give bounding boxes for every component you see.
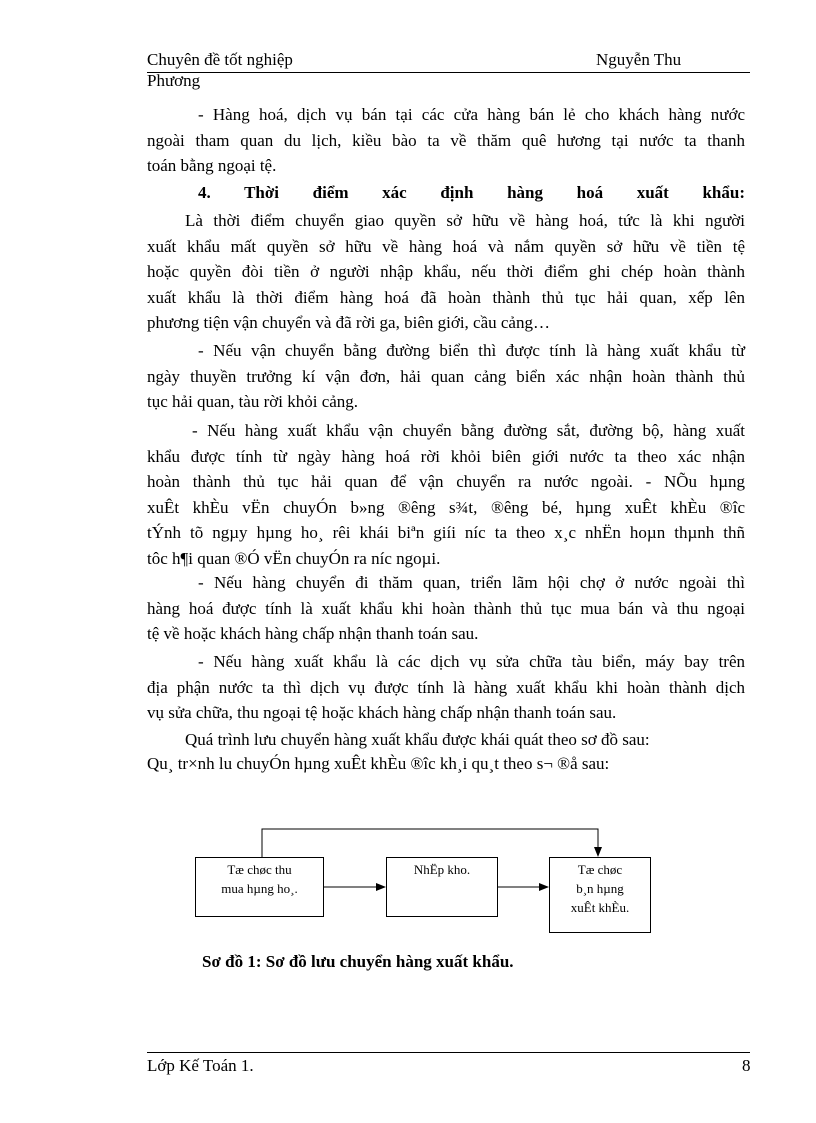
diagram-box-purchasing bbox=[195, 857, 324, 917]
header-title: Chuyên đề tốt nghiệp bbox=[147, 50, 293, 69]
diagram-box-warehouse bbox=[386, 857, 498, 917]
footer-divider bbox=[147, 1052, 750, 1053]
text-line: - Nếu hàng xuất khẩu là các dịch vụ sửa chữa tàu biển, máy bay trên bbox=[198, 652, 745, 671]
text-line: Quá trình lưu chuyển hàng xuất khẩu được khái quát theo sơ đồ sau: bbox=[185, 730, 650, 749]
header-author: Nguyễn Thu bbox=[596, 50, 682, 69]
section-heading: 4. Thời điểm xác định hàng hoá xuất khẩu: bbox=[198, 183, 745, 202]
text-line: - Nếu hàng chuyển đi thăm quan, triển lãm hội chợ ở nước ngoài thì bbox=[198, 573, 745, 592]
text-line: tôc h¶i quan ®Ó vËn chuyÓn ra níc ngoµi. bbox=[147, 548, 441, 568]
text-line: ngày thuyền trưởng kí vận đơn, hải quan cảng biển xác nhận hoàn thành thủ bbox=[147, 366, 745, 386]
box-line: Tæ chøc thu bbox=[227, 862, 292, 877]
text-line: - Nếu hàng xuất khẩu vận chuyển bằng đường sắt, đường bộ, hàng xuất bbox=[192, 421, 745, 440]
text-line: tÝnh tõ ngµy hµng ho¸ rêi khái biªn giíi níc ta theo x¸c nhËn hoµn thµnh thñ bbox=[147, 523, 745, 542]
diagram-box-export-sales bbox=[549, 857, 651, 933]
footer-class: Lớp Kế Toán 1. bbox=[147, 1056, 254, 1075]
text-line: hoàn thành thủ tục hải quan để vận chuyển ra nước ngoài. - NÕu hµng bbox=[147, 472, 745, 491]
text-line: xuất khẩu mất quyền sở hữu về hàng hoá và nắm quyền sở hữu về tiền tệ bbox=[147, 236, 745, 256]
text-line: hàng hoá được tính là xuất khẩu khi hoàn thành thủ tục mua bán và thu ngoại bbox=[147, 598, 745, 618]
top-loop-arrow bbox=[262, 829, 598, 858]
text-line: tục hải quan, tàu rời khỏi cảng. bbox=[147, 392, 359, 411]
text-line: khẩu được tính từ ngày hàng hoá rời khỏi biên giới nước ta theo xác nhận bbox=[147, 446, 745, 466]
box-line: b¸n hµng bbox=[576, 881, 624, 896]
text-line: địa phận nước ta thì dịch vụ được tính là hàng xuất khẩu khi hoàn thành dịch bbox=[147, 677, 745, 697]
text-line: phương tiện vận chuyển và đã rời ga, biên giới, cầu cảng… bbox=[147, 313, 550, 332]
text-line: Là thời điểm chuyển giao quyền sở hữu về hàng hoá, tức là khi người bbox=[185, 211, 745, 230]
diagram-caption: Sơ đồ 1: Sơ đồ lưu chuyển hàng xuất khẩu. bbox=[202, 952, 514, 971]
text-line: - Nếu vận chuyển bằng đường biển thì được tính là hàng xuất khẩu từ bbox=[198, 341, 745, 360]
text-line: Qu¸ tr×nh lu chuyÓn hµng xuÊt khÈu ®îc kh¸i qu¸t theo s¬ ®å sau: bbox=[147, 753, 610, 773]
text-line: vụ sửa chữa, thu ngoại tệ hoặc khách hàng chấp nhận thanh toán sau. bbox=[147, 703, 617, 722]
text-line: hoặc quyền đòi tiền ở người nhập khẩu, nếu thời điểm ghi chép hoàn thành bbox=[147, 262, 745, 281]
text-line: xuÊt khÈu vËn chuyÓn b»ng ®êng s¾t, ®êng bé, hµng xuÊt khÈu ®îc bbox=[147, 497, 745, 517]
text-line: toán bằng ngoại tệ. bbox=[147, 156, 277, 175]
header-author-continued: Phương bbox=[147, 71, 201, 90]
box-line: mua hµng ho¸. bbox=[221, 881, 298, 896]
page-number: 8 bbox=[742, 1056, 751, 1075]
box-line: xuÊt khÈu. bbox=[570, 900, 630, 915]
text-line: ngoài tham quan du lịch, kiều bào ta về thăm quê hương tại nước ta thanh bbox=[147, 130, 745, 150]
box-line: Tæ chøc bbox=[577, 862, 623, 877]
box-line: NhËp kho. bbox=[413, 862, 471, 877]
text-line: - Hàng hoá, dịch vụ bán tại các cửa hàng bán lẻ cho khách hàng nước bbox=[198, 105, 745, 124]
text-line: xuất khẩu là thời điểm hàng hoá đã hoàn thành thủ tục hải quan, xếp lên bbox=[147, 287, 745, 307]
text-line: tệ về hoặc khách hàng chấp nhận thanh toán sau. bbox=[147, 624, 479, 643]
